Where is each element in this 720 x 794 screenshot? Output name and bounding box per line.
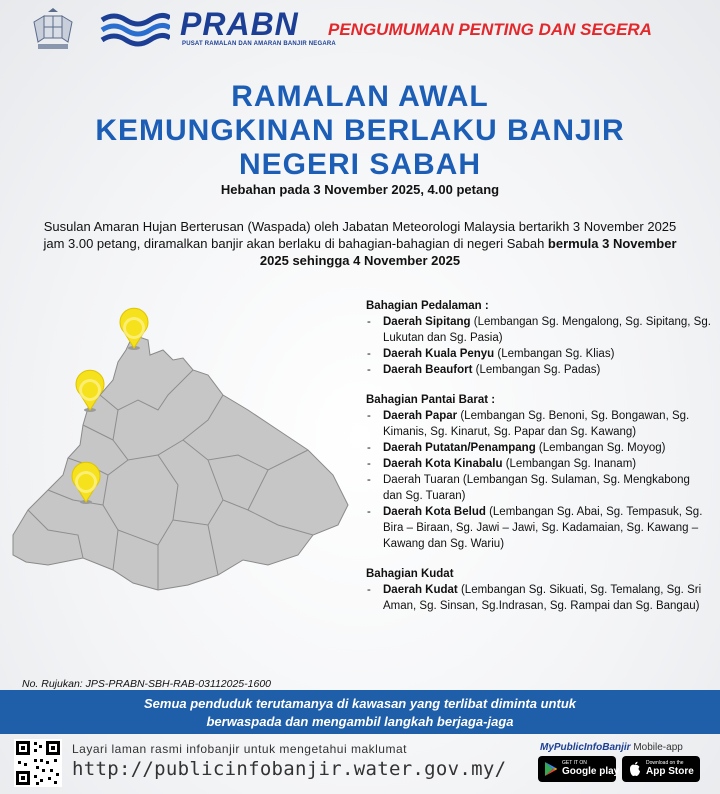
- header: [0, 0, 720, 62]
- visit-text: Layari laman rasmi infobanjir untuk mengetahui maklumat: [72, 742, 407, 756]
- district-name: Daerah Beaufort: [383, 364, 473, 376]
- division-heading: Bahagian Pedalaman :: [366, 300, 489, 312]
- district-name: Daerah Kota Belud: [383, 506, 486, 518]
- district-name: Daerah Kudat: [383, 584, 458, 596]
- list-item: - Daerah Sipitang (Lembangan Sg. Mengalong, Sg. Sipitang, Sg. Lukutan dan Sg. Pasia): [367, 316, 711, 344]
- advisory-line-2: berwaspada dan mengambil langkah berjaga-jaga: [206, 714, 514, 729]
- qr-code-icon[interactable]: [14, 739, 62, 787]
- app-store-label: App Store: [646, 766, 694, 777]
- district-detail: (Lembangan Sg. Moyog): [535, 442, 666, 454]
- advisory-line-1: Semua penduduk terutamanya di kawasan yang terlibat diminta untuk: [144, 696, 576, 711]
- google-play-small-text: GET IT ON: [562, 760, 587, 766]
- app-suffix: Mobile-app: [630, 742, 683, 753]
- intro-date-range: bermula 3 November 2025 sehingga 4 November 2025: [259, 236, 677, 268]
- district-detail: (Lembangan Sg. Klias): [494, 348, 615, 360]
- google-play-icon: [544, 761, 558, 777]
- intro-text: Susulan Amaran Hujan Berterusan (Waspada) oleh Jabatan Meteorologi Malaysia bertarikh 3 November 2025 jam 3.00 petang, diramalkan banjir akan berlaku di bahagian-bahagian di negeri Sabah: [43, 219, 677, 251]
- list-item: - Daerah Kota Kinabalu (Lembangan Sg. Inanam): [367, 458, 637, 470]
- google-play-button[interactable]: [538, 756, 620, 782]
- district-detail: (Lembangan Sg. Padas): [472, 364, 601, 376]
- app-store-button[interactable]: [622, 756, 700, 782]
- apple-icon: [628, 761, 642, 777]
- prabn-logo-subtitle: PUSAT RAMALAN DAN AMARAN BANJIR NEGARA: [182, 41, 336, 47]
- division-heading: Bahagian Pantai Barat :: [366, 394, 496, 406]
- list-item: - Daerah Putatan/Penampang (Lembangan Sg. Moyog): [367, 442, 666, 454]
- list-item: - Daerah Kuala Penyu (Lembangan Sg. Klias): [367, 348, 615, 360]
- title-line-2: KEMUNGKINAN BERLAKU BANJIR: [95, 114, 625, 147]
- infobanjir-link[interactable]: http://publicinfobanjir.water.gov.my/: [72, 758, 507, 780]
- sabah-landmass: [13, 335, 348, 590]
- title-line-3: NEGERI SABAH: [238, 148, 482, 181]
- app-name: MyPublicInfoBanjir: [540, 742, 631, 753]
- division-heading: Bahagian Kudat: [366, 568, 454, 580]
- list-item: - Daerah Kota Belud (Lembangan Sg. Abai, Sg. Tempasuk, Sg. Bira – Biraan, Sg. Jawi – Jawi, Sg. Kadamaian, Sg. Kawang – Kawang dan Sg. Wariu): [367, 506, 703, 550]
- google-play-label: Google play: [562, 766, 620, 777]
- app-store-small-text: Download on the: [646, 760, 684, 766]
- mobile-app-label: [540, 742, 683, 753]
- prabn-logo-text: PRABN: [180, 6, 299, 42]
- district-detail: (Lembangan Sg. Inanam): [502, 458, 637, 470]
- reference-number: No. Rujukan: JPS-PRABN-SBH-RAB-03112025-1600: [22, 678, 272, 690]
- district-name: Daerah Kota Kinabalu: [383, 458, 503, 470]
- intro-paragraph: [40, 218, 680, 269]
- title-line-1: RAMALAN AWAL: [231, 80, 489, 113]
- district-name: Daerah Kuala Penyu: [383, 348, 495, 360]
- district-name: Daerah Papar: [383, 410, 458, 422]
- sabah-map: [8, 300, 360, 600]
- advisory-banner: [0, 690, 720, 734]
- district-detail: (Lembangan Sg. Sulaman, Sg. Mengkabong dan Sg. Tuaran): [383, 474, 690, 502]
- district-detail: (Lembangan Sg. Benoni, Sg. Bongawan, Sg. Kimanis, Sg. Kinarut, Sg. Papar dan Sg. Kawang): [383, 410, 690, 438]
- district-name: Daerah Putatan/Penampang: [383, 442, 536, 454]
- malaysia-crest-icon: [28, 8, 78, 52]
- issued-date: Hebahan pada 3 November 2025, 4.00 petang: [220, 182, 500, 197]
- prabn-waves-logo-icon: [100, 10, 170, 50]
- list-item: - Daerah Papar (Lembangan Sg. Benoni, Sg. Bongawan, Sg. Kimanis, Sg. Kinarut, Sg. Papar dan Sg. Kawang): [367, 410, 690, 438]
- district-detail: (Lembangan Sg. Abai, Sg. Tempasuk, Sg. Bira – Biraan, Sg. Jawi – Jawi, Sg. Kadamaian, Sg. Kawang – Kawang dan Sg. Wariu): [383, 506, 703, 550]
- list-item: - Daerah Beaufort (Lembangan Sg. Padas): [367, 364, 601, 376]
- district-detail: (Lembangan Sg. Mengalong, Sg. Sipitang, Sg. Lukutan dan Sg. Pasia): [383, 316, 711, 344]
- list-item: - Daerah Tuaran (Lembangan Sg. Sulaman, Sg. Mengkabong dan Sg. Tuaran): [367, 474, 690, 502]
- district-name: Daerah Tuaran: [383, 474, 460, 486]
- affected-areas-list: [366, 298, 711, 614]
- announcement-label: PENGUMUMAN PENTING DAN SEGERA: [328, 20, 652, 39]
- district-detail: (Lembangan Sg. Sikuati, Sg. Temalang, Sg. Sri Aman, Sg. Sinsan, Sg.Indrasan, Sg. Rampai dan Sg. Bangau): [383, 584, 702, 612]
- district-name: Daerah Sipitang: [383, 316, 471, 328]
- list-item: - Daerah Kudat (Lembangan Sg. Sikuati, Sg. Temalang, Sg. Sri Aman, Sg. Sinsan, Sg.Indrasan, Sg. Rampai dan Sg. Bangau): [367, 584, 702, 612]
